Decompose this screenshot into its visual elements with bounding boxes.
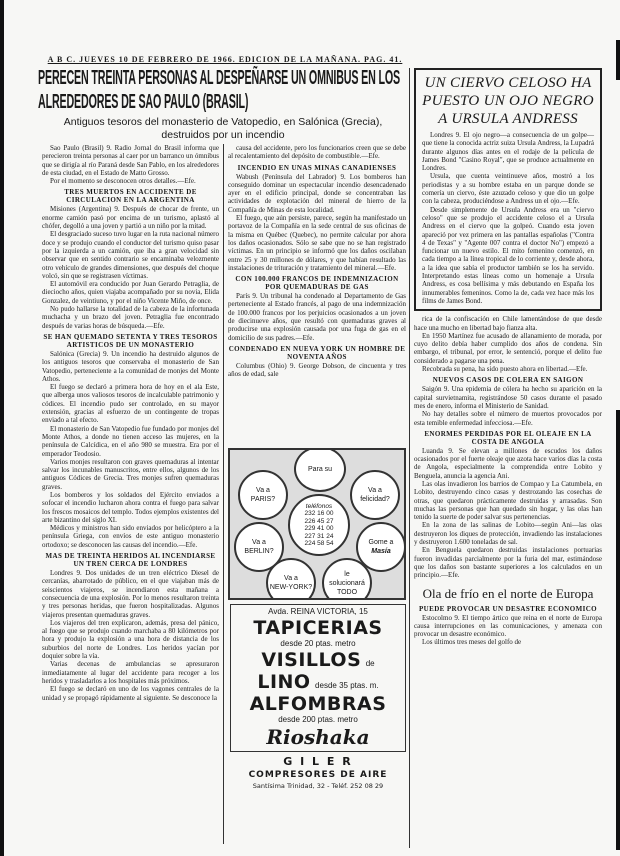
ad-circle	[350, 470, 400, 520]
ad-circle	[294, 448, 346, 492]
ad-text: PARIS?	[250, 496, 276, 503]
ad-circle	[266, 558, 316, 600]
ad-phones-circle	[288, 494, 350, 556]
article-heading: INCENDIO EN UNAS MINAS CANADIENSES	[237, 163, 397, 172]
article-paragraph: rica de la confiscación en Chile lamentándose de que desde hace una mucho en libertad bajo fianza alta.	[414, 315, 602, 332]
ad-product: ALFOMBRAS	[249, 693, 387, 715]
article-paragraph: No hay detalles sobre el número de muertos provocados por esta temible enfermedad infecciosa.—Efe.	[414, 410, 602, 427]
ad-price: desde 20 ptas. metro	[280, 639, 356, 648]
phone-number: 226 45 27	[304, 517, 334, 525]
box-paragraph: Ursula, que cuenta veintinueve años, mostró a los periodistas y a su hombre estaba en un parque donde se comería un ciervo, éste azuzado celoso y que dio un golpe con la cabeza, produciéndose a Andress un el ojo.—Efe.	[422, 172, 594, 206]
ad-brand: G I L E R	[283, 755, 353, 768]
article-heading: CONDENADO EN NUEVA YORK UN HOMBRE DE NOVENTA AÑOS	[228, 344, 406, 361]
article-paragraph: Los últimos tres meses del golfo de	[422, 638, 522, 647]
ad-text: Va a	[252, 539, 266, 546]
upholstery-advertisement	[230, 604, 406, 752]
ad-circle	[238, 470, 288, 520]
article-paragraph: El desgraciado suceso tuvo lugar en la ruta nacional número doce y se produjo cuando el conductor del turismo quiso pasar por la izquierda a un camión, que iba a gran velocidad sin observar que en sentido contrario se encaminaba velozmente otro vehículo de grandes dimensiones, que después del choque volcó, sin que se registrasen víctimas.	[42, 230, 219, 280]
giler-advertisement	[230, 755, 406, 790]
article-paragraph: En Benguela quedaron destruidas instalaciones portuarias fueron invadidas parcialmente por la furia del mar, estimándose que los daños son bastante superiores a los calculados en un principio.—Efe.	[414, 546, 602, 580]
cold-wave-article	[414, 584, 602, 647]
travel-advertisement	[228, 448, 406, 600]
ad-text: BERLIN?	[244, 548, 274, 555]
article-heading: MAS DE TREINTA HERIDOS AL INCENDIARSE UN TREN CERCA DE LONDRES	[45, 552, 216, 569]
ad-text: felicidad?	[360, 496, 390, 503]
phone-number: 227 31 24	[304, 532, 334, 540]
page-edge	[616, 40, 620, 80]
article-paragraph: París 9. Un tribunal ha condenado al Departamento de Gas perteneciente al Estado francés, al pago de una indemnización de 100.000 francos por los perjuicios ocasionados a un joven de diecinueve años, que resultó con quemaduras graves al producirse una explosión causada por una fuga de gas en el domicilio de sus padres.—Efe.	[228, 292, 406, 342]
right-column	[414, 68, 602, 852]
article-paragraph: El fuego se declaró en uno de los vagones centrales de la unidad y se propagó rápidamente al siguiente. Se desconoce la	[42, 685, 219, 702]
phone-number: 229 41 00	[304, 525, 334, 532]
phone-number: 224 58 54	[304, 540, 334, 547]
article-paragraph: El fuego, que aún persiste, parece, según ha manifestado un portavoz de la Compañía en la sede central de sus oficinas de la misma en Québec (Quebec), no permite calcular por ahora los daños ocasionados. Sólo se sabe que no se han registrado víctimas. En un principio se informó que los daños oscilaban entre 25 y 30 millones de dólares, y que habían resultado las instalaciones de trituración y tratamiento del mineral.—Efe.	[228, 214, 406, 272]
article-paragraph: Saigón 9. Una epidemia de cólera ha hecho su aparición en la capital survietnamita, registrándose 50 casos durante el pasado mes de enero, informa el Ministerio de Sanidad.	[414, 385, 602, 410]
ad-product: LINO	[257, 671, 311, 693]
ad-stack	[230, 604, 406, 790]
column-rule	[409, 68, 410, 848]
article-paragraph: Sao Paulo (Brasil) 9. Radio Jornal do Brasil informa que perecieron treinta personas al caer por un barranco un ómnibus que se dirigía al río Paraná desde San Pablo, en los alrededores de esta ciudad, en el Estado de Matto Grosso.	[42, 144, 219, 177]
page-edge	[0, 0, 4, 856]
ad-text: NEW-YORK?	[269, 584, 313, 591]
article-paragraph: Por el momento se desconocen otros detalles.—Efe.	[50, 177, 196, 186]
article-paragraph: Médicos y ministros han sido enviados por helicóptero a la península Griega, con envíos de este antiguo monasterio ortodoxo; se desconocen las causas del incendio.—Efe.	[42, 524, 219, 549]
ad-text: TODO	[336, 588, 358, 596]
box-title: UN CIERVO CELOSO HA PUESTO UN OJO NEGRO A URSULA ANDRESS	[422, 75, 594, 127]
cold-wave-subtitle: PUEDE PROVOCAR UN DESASTRE ECONOMICO	[419, 604, 597, 613]
article-paragraph: Varios monjes resultaron con graves quemaduras al intentar salvar los incunables manuscritos, entre ellos, algunos de los antiguos Códices de Grecia. Tres monjes sufren quemaduras graves.	[42, 457, 219, 491]
article-paragraph: causa del accidente, pero los funcionarios creen que se debe al recalentamiento del depósito de combustible.—Efe.	[228, 144, 406, 161]
ad-text: Masía	[371, 548, 391, 555]
article-paragraph: El automóvil era conducido por Juan Gerardo Petraglia, de dieciocho años, quien viajaba acompañado por su novia, Elida Gonzalez, de veintiuno, y por el niño Vicente Miño, de once.	[42, 280, 219, 305]
ad-text: de	[365, 659, 375, 668]
ad-address: Santísima Trinidad, 32 - Teléf. 252 08 29	[252, 782, 384, 790]
page-edge	[616, 410, 620, 850]
ad-address: Avda. REINA VICTORIA, 15	[268, 607, 368, 616]
article-paragraph: En 1950 Martínez fue acusado de allanamiento de morada, por cuyo delito debía haber cumplido dos años de condena. Sin embargo, el tribunal, por error, le sentenció, porque el delito fue considerado a pagarse una pena.	[414, 331, 602, 365]
phone-number: 232 16 00	[304, 510, 334, 517]
article-heading: CON 100.000 FRANCOS DE INDEMNIZACION POR QUEMADURAS DE GAS	[235, 275, 399, 292]
article-paragraph: Londres 9. Dos unidades de un tren eléctrico Diesel de cercanías, abarrotado de público, en el que viajaban más de seiscientos viajeros, se incendiaron esta mañana a consecuencia de una explosión. Por lo menos resultaron treinta y tres personas heridas, que fueron hospitalizadas. Algunos viajeros presentan quemaduras graves.	[42, 569, 219, 619]
ad-text: solucionará	[329, 579, 365, 587]
article-paragraph: Los viajeros del tren explicaron, además, presa del pánico, al fuego que se produjo cuando marchaba a 80 kilómetros por hora y produjo la explosión a una hora de distancia de los suburbios del norte de Londres. Los heridos yacían por doquier sobre la vía.	[42, 618, 219, 661]
ad-price: desde 35 ptas. m.	[315, 681, 379, 690]
box-paragraph: Desde simplemente de Ursula Andress era un "ciervo celoso" que se produjo el accidente celoso el a Ursula Andress en el ciervo que la golpeó. Cuando esta joven apareció por vez primera en las pantallas españolas ("Contra 4 de Texas" y "Agente 007 contra el doctor No") empezó a funcionar un nuevo estilo. El mito femenino comenzó, en cada tiempo a la línea tropical de lo corriente y, desde ahora, a la idea que sabía el productor también se los ha servido. Interpretando estas líneas como un homenaje a Ursula Andress, es cosa bellísima y más debutando en España los innumerables femeninos. Como la de, cada vez hace más los films de James Bond.	[422, 205, 594, 305]
ad-text: Va a	[284, 575, 298, 582]
ad-circle	[322, 558, 372, 600]
page-masthead: A B C. JUEVES 10 DE FEBRERO DE 1966. EDICION DE LA MAÑANA. PAG. 41.	[47, 55, 403, 64]
ad-text: Va a	[368, 487, 382, 494]
article-paragraph: El fuego se declaró a primera hora de hoy en el ala Este, que alberga unos valiosos tesoros de incalculable patrimonio y códices. El incendio pudo ser controlado, en su mayor extensión, gracias al esfuerzo de un contingente de tropas enviado a tal efecto.	[42, 383, 219, 425]
article-paragraph: Estocolmo 9. El tiempo ártico que reina en el norte de Europa causa interrupciones en las comunicaciones, y amenaza con provocar un desastre económico.	[414, 613, 602, 639]
main-headline: PERECEN TREINTA PERSONAS AL DESPEÑARSE UN OMNIBUS EN LOS ALREDEDORES DE SAO PAULO (BRASIL)	[38, 67, 400, 113]
headline-deck: Antiguos tesoros del monasterio de Vatopedio, en Salónica (Grecia), destruidos por un incendio	[63, 116, 383, 141]
box-paragraph: Londres 9. El ojo negro—a consecuencia de un golpe—que tiene la conocida actriz suiza Ursula Andress, la Lupadrá durante algunos días antes en el rodaje de la película de James Bond "Casino Royal", que se produce actualmente en Londres.	[422, 131, 594, 173]
article-paragraph: Columbus (Ohio) 9. George Dobson, de cincuenta y tres años de edad, sale	[228, 361, 406, 379]
article-paragraph: Wabush (Península del Labrador) 9. Los bomberos han conseguido dominar un espectacular incendio desencadenado ayer en el edificio principal, donde se concentraban las actividades de explotación del mineral de hierro de la Compañía de Minas de esta localidad.	[228, 172, 406, 214]
article-heading: TRES MUERTOS EN ACCIDENTE DE CIRCULACION EN LA ARGENTINA	[64, 188, 197, 205]
ad-text: Gome a	[368, 539, 394, 546]
ad-text: Para su	[307, 465, 333, 473]
ad-product: VISILLOS	[261, 649, 362, 671]
cold-wave-title: Ola de frío en el norte de Europa	[422, 585, 594, 601]
article-heading: ENORMES PERDIDAS POR EL OLEAJE EN LA COSTA DE ANGOLA	[424, 429, 592, 446]
box-body	[422, 131, 594, 305]
article-paragraph: En la zona de las salinas de Lobito—según Ani—las olas destruyeron los diques de protección, invadiendo las instalaciones y destruyeron 1.600 toneladas de sal.	[414, 521, 602, 547]
article-paragraph: Salónica (Grecia) 9. Un incendio ha destruido algunos de los antiguos tesoros que conservaba el monasterio de San Vatopedio, perteneciente a la comunidad de monjes del Monte Athos.	[42, 349, 219, 383]
ad-product: COMPRESORES DE AIRE	[248, 770, 388, 780]
article-heading: SE HAN QUEMADO SETENTA Y TRES TESOROS ARTISTICOS DE UN MONASTERIO	[43, 332, 218, 349]
ad-price: desde 200 ptas. metro	[278, 715, 358, 724]
column-2	[228, 144, 406, 444]
article-paragraph: Varias decenas de ambulancias se apresuraron inmediatamente al lugar del accidente para recoger a los heridos y trasladarlos a los hospitales más próximos.	[42, 660, 219, 685]
brand-logo: Rioshaka	[266, 725, 370, 749]
column-3	[414, 315, 602, 579]
article-paragraph: Misiones (Argentina) 9. Después de chocar de frente, un enorme camión pasó por encima de un turismo, aplastó al chófer, degolló a una joven y partió a un niño por la mitad.	[42, 205, 219, 231]
article-paragraph: Luanda 9. Se elevan a millones de escudos los daños ocasionados por el fuerte oleaje que azota hace varios días la costa de Angola, especialmente la comprendida entre Lobito y Benguela, anuncia la agencia Ani.	[414, 446, 602, 480]
ursula-andress-box	[414, 68, 602, 311]
ad-text: le	[344, 570, 350, 578]
article-paragraph: Las olas invadieron los barrios de Compao y La Catumbela, en Lobito, destruyendo cinco casas y destrozando las cosechas de otras, que quedaron prácticamente destruidas y arrasadas. Son muchas las personas que han quedado sin hogar, y las olas han tenido la suerte de poder salvar sus pertenencias.	[414, 479, 602, 522]
ad-text: teléfonos	[305, 502, 333, 510]
article-heading: NUEVOS CASOS DE COLERA EN SAIGON	[432, 376, 584, 385]
article-paragraph: Los bomberos y los soldados del Ejército enviados a sofocar el incendio lucharon ahora contra el fuego para salvar los frescos mosaicos del templo. Todos ejemplos existentes del arte bizantino del siglo XI.	[42, 490, 219, 524]
ad-product: TAPICERIAS	[253, 617, 383, 639]
article-paragraph: El monasterio de San Vatopedio fue fundado por monjes del Monte Athos, a donde no tienen acceso las mujeres, en la península de Calcídica, en el año 980 se muestra. Era por el emperador Teodosio.	[42, 424, 219, 458]
column-rule	[223, 144, 224, 844]
article-paragraph: No pudo hallarse la totalidad de la cabeza de la infortunada muchacha y un brazo del joven. Petraglia fue encontrado después de varias horas de búsqueda.—Efe.	[42, 305, 219, 330]
column-1	[42, 144, 219, 850]
article-paragraph: Recobrada su pena, ha sido puesto ahora en libertad.—Efe.	[422, 365, 588, 374]
ad-text: Va a	[256, 487, 270, 494]
